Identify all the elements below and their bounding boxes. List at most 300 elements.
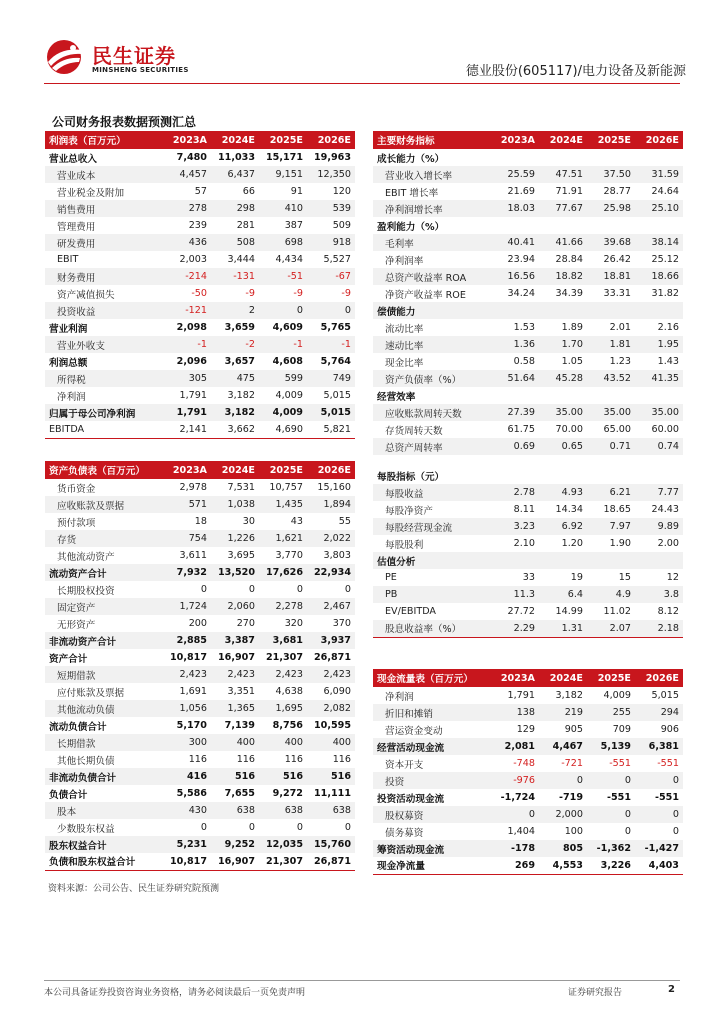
table-row bbox=[373, 336, 683, 353]
row-value: 320 bbox=[284, 618, 303, 629]
table-row bbox=[373, 200, 683, 217]
table-row bbox=[373, 840, 683, 857]
row-value bbox=[539, 217, 587, 234]
row-label: 其他流动资产 bbox=[57, 551, 115, 563]
row-value: 120 bbox=[332, 186, 351, 197]
row-label: 营运资金变动 bbox=[385, 725, 443, 737]
row-value bbox=[587, 149, 635, 166]
row-value: 2,098 bbox=[176, 322, 207, 333]
row-label: 其他流动负债 bbox=[45, 700, 163, 717]
row-label: 其他长期负债 bbox=[57, 755, 115, 767]
table-row bbox=[45, 387, 355, 404]
row-value: 5,764 bbox=[320, 356, 351, 367]
page-number: 2 bbox=[668, 984, 675, 995]
table-row bbox=[45, 302, 355, 319]
row-value: 2 bbox=[211, 302, 259, 319]
row-value: 508 bbox=[211, 234, 259, 251]
row-value: 2.18 bbox=[635, 620, 683, 637]
row-value: 28.77 bbox=[603, 186, 631, 197]
row-value: -1 bbox=[307, 336, 355, 353]
row-value: 1.95 bbox=[635, 336, 683, 353]
row-value bbox=[539, 552, 587, 569]
row-label: 股息收益率（%） bbox=[373, 620, 491, 637]
table-row bbox=[45, 530, 355, 547]
row-value: 116 bbox=[284, 754, 303, 765]
row-value bbox=[539, 467, 587, 484]
row-value: 9,151 bbox=[259, 166, 307, 183]
logo-english-name: MINSHENG SECURITIES bbox=[92, 66, 189, 74]
table-row bbox=[373, 438, 683, 455]
row-value: 65.00 bbox=[603, 424, 631, 435]
row-label: 净利润率 bbox=[385, 255, 424, 267]
row-label: 营业成本 bbox=[45, 166, 163, 183]
row-value: 2,060 bbox=[211, 598, 259, 615]
row-value: 1,695 bbox=[259, 700, 307, 717]
row-value: 698 bbox=[259, 234, 307, 251]
footer-disclaimer: 本公司具备证券投资咨询业务资格，请务必阅读最后一页免责声明 bbox=[44, 988, 306, 998]
table-row bbox=[45, 598, 355, 615]
row-value: 0 bbox=[635, 806, 683, 823]
table-row bbox=[373, 552, 683, 569]
row-value: 918 bbox=[307, 234, 355, 251]
row-value: 26,871 bbox=[307, 853, 355, 870]
row-value: 15,160 bbox=[317, 482, 351, 493]
table-row bbox=[373, 404, 683, 421]
footer-report-type: 证券研究报告 bbox=[568, 988, 623, 998]
row-value: 2,081 bbox=[491, 738, 539, 755]
source-note: 资料来源：公司公告、民生证券研究院预测 bbox=[48, 884, 220, 894]
row-value: 269 bbox=[491, 857, 539, 874]
row-label: 折旧和摊销 bbox=[373, 704, 491, 721]
row-value: 1.81 bbox=[587, 336, 635, 353]
table-row bbox=[45, 666, 355, 683]
row-value: 539 bbox=[307, 200, 355, 217]
row-value: 18.82 bbox=[539, 268, 587, 285]
row-value: 709 bbox=[612, 724, 631, 735]
row-value: 1.43 bbox=[657, 356, 679, 367]
year-header: 2025E bbox=[587, 131, 635, 149]
row-value: 400 bbox=[259, 734, 307, 751]
row-value: 5,527 bbox=[323, 254, 351, 265]
row-value: 41.66 bbox=[539, 234, 587, 251]
table-row bbox=[45, 836, 355, 853]
row-label: 净利润增长率 bbox=[373, 200, 491, 217]
table-row bbox=[373, 285, 683, 302]
row-value: 516 bbox=[307, 768, 355, 785]
row-value: 10,595 bbox=[313, 720, 351, 731]
table-header-row bbox=[373, 669, 683, 687]
table-row bbox=[45, 166, 355, 183]
table-row bbox=[373, 738, 683, 755]
row-label: 总资产周转率 bbox=[373, 438, 491, 455]
row-value: 14.34 bbox=[555, 504, 583, 515]
minsheng-logo-mark-icon bbox=[44, 38, 84, 76]
row-label: 净资产收益率 ROE bbox=[385, 289, 466, 301]
year-header: 2025E bbox=[259, 461, 307, 479]
row-value: 2.10 bbox=[513, 538, 535, 549]
row-value: 0 bbox=[296, 822, 303, 833]
row-label: 应付账款及票据 bbox=[57, 687, 125, 699]
row-value: -719 bbox=[558, 792, 583, 803]
row-value: -9 bbox=[341, 288, 351, 299]
table-row bbox=[45, 734, 355, 751]
table-row bbox=[373, 620, 683, 637]
row-value: -50 bbox=[191, 288, 207, 299]
row-value: 2,278 bbox=[259, 598, 307, 615]
row-label: 管理费用 bbox=[57, 221, 96, 233]
table-row bbox=[45, 183, 355, 200]
table-row bbox=[45, 251, 355, 268]
table-row bbox=[45, 353, 355, 370]
row-value: 1,435 bbox=[259, 496, 307, 513]
row-value: 43.52 bbox=[587, 370, 635, 387]
row-value: 3,803 bbox=[323, 550, 351, 561]
minsheng-logo bbox=[44, 36, 189, 78]
row-value: 27.39 bbox=[491, 404, 539, 421]
row-value: 0.65 bbox=[539, 438, 587, 455]
row-value: 55 bbox=[338, 516, 351, 527]
row-value: 2,141 bbox=[163, 421, 211, 438]
row-value: 27.72 bbox=[507, 606, 535, 617]
row-value: 7,655 bbox=[224, 788, 255, 799]
row-value bbox=[539, 302, 587, 319]
row-value: 19,963 bbox=[313, 152, 351, 163]
row-value: 2.78 bbox=[491, 484, 539, 501]
table-row bbox=[45, 234, 355, 251]
row-value: 43 bbox=[290, 516, 303, 527]
row-label: 营业外收支 bbox=[45, 336, 163, 353]
row-value: 0 bbox=[296, 584, 303, 595]
row-value: 0 bbox=[587, 806, 635, 823]
row-label: 营业收入增长率 bbox=[373, 166, 491, 183]
row-label: 债务募资 bbox=[385, 827, 424, 839]
table-row bbox=[45, 336, 355, 353]
row-value: 15 bbox=[618, 572, 631, 583]
table-row bbox=[373, 183, 683, 200]
row-value: -1,362 bbox=[587, 840, 635, 857]
table-row bbox=[373, 755, 683, 772]
year-header: 2024E bbox=[539, 669, 587, 687]
row-value: 7.77 bbox=[635, 484, 683, 501]
row-value: 25.98 bbox=[587, 200, 635, 217]
row-value: 18 bbox=[194, 516, 207, 527]
row-value: 638 bbox=[307, 802, 355, 819]
row-value: 1,404 bbox=[507, 826, 535, 837]
row-value: 475 bbox=[211, 370, 259, 387]
row-value: 4,690 bbox=[259, 421, 307, 438]
table-header-row bbox=[45, 131, 355, 149]
row-value: 3,695 bbox=[227, 550, 255, 561]
row-value: 17,626 bbox=[259, 564, 307, 581]
row-label: 非流动资产合计 bbox=[45, 632, 163, 649]
row-value: 2,885 bbox=[163, 632, 211, 649]
row-value: -214 bbox=[163, 268, 211, 285]
row-value: 0 bbox=[539, 772, 587, 789]
row-value: 9,272 bbox=[272, 788, 303, 799]
row-value: 410 bbox=[259, 200, 307, 217]
row-value: 39.68 bbox=[587, 234, 635, 251]
row-value bbox=[587, 387, 635, 404]
row-value: 4,553 bbox=[539, 857, 587, 874]
row-value: -51 bbox=[259, 268, 307, 285]
row-value: 5,015 bbox=[651, 690, 679, 701]
row-value: 21,307 bbox=[265, 652, 303, 663]
row-value: 138 bbox=[491, 704, 539, 721]
row-value: 21.69 bbox=[507, 186, 535, 197]
row-label: 存货 bbox=[45, 530, 163, 547]
row-value: 3,182 bbox=[227, 390, 255, 401]
row-value bbox=[587, 302, 635, 319]
row-label: 经营效率 bbox=[377, 391, 416, 403]
row-value: 3.23 bbox=[491, 518, 539, 535]
year-header: 2024E bbox=[539, 131, 587, 149]
row-value: 294 bbox=[635, 704, 683, 721]
year-header: 2025E bbox=[587, 669, 635, 687]
table-row bbox=[45, 217, 355, 234]
row-value: 278 bbox=[163, 200, 211, 217]
row-value: -1,724 bbox=[500, 792, 535, 803]
row-value: 6,090 bbox=[323, 686, 351, 697]
row-label: EV/EBITDA bbox=[385, 606, 436, 617]
table-row bbox=[45, 768, 355, 785]
row-value: 13,520 bbox=[211, 564, 259, 581]
row-value: 7.97 bbox=[587, 518, 635, 535]
row-label: 股本 bbox=[45, 802, 163, 819]
row-value: 10,757 bbox=[269, 482, 303, 493]
row-value: 5,765 bbox=[320, 322, 351, 333]
table-row bbox=[45, 751, 355, 768]
row-value: 11.02 bbox=[603, 606, 631, 617]
row-value: 4,009 bbox=[275, 390, 303, 401]
table-row bbox=[373, 234, 683, 251]
row-label: 资本开支 bbox=[385, 759, 424, 771]
row-value: 71.91 bbox=[555, 186, 583, 197]
row-value: 3,611 bbox=[179, 550, 207, 561]
row-value: 0 bbox=[200, 822, 207, 833]
row-value: 305 bbox=[163, 370, 211, 387]
row-value: 0 bbox=[491, 806, 539, 823]
row-label: 资产减值损失 bbox=[57, 289, 115, 301]
year-header: 2023A bbox=[163, 131, 211, 149]
row-label: 总资产收益率 ROA bbox=[373, 268, 491, 285]
year-header: 2024E bbox=[211, 461, 259, 479]
table-row bbox=[45, 785, 355, 802]
row-value: 0.74 bbox=[635, 438, 683, 455]
table-row bbox=[373, 806, 683, 823]
row-label: 速动比率 bbox=[373, 336, 491, 353]
row-value: 6.92 bbox=[539, 518, 587, 535]
row-value: 12,035 bbox=[259, 836, 307, 853]
row-value: 400 bbox=[307, 734, 355, 751]
row-value: 12 bbox=[666, 572, 679, 583]
row-value: 116 bbox=[332, 754, 351, 765]
table-row bbox=[373, 518, 683, 535]
row-value: 1,894 bbox=[307, 496, 355, 513]
row-value: 805 bbox=[539, 840, 587, 857]
table-row bbox=[45, 564, 355, 581]
row-label: 资产合计 bbox=[49, 653, 88, 665]
row-value: 18.81 bbox=[587, 268, 635, 285]
row-value: 26.42 bbox=[603, 254, 631, 265]
row-value: 4,467 bbox=[539, 738, 587, 755]
row-value: 3,226 bbox=[587, 857, 635, 874]
row-value: -131 bbox=[211, 268, 259, 285]
row-value: 1.90 bbox=[609, 538, 631, 549]
row-value: 0 bbox=[259, 302, 307, 319]
row-value: -551 bbox=[609, 758, 631, 769]
row-value: 7,531 bbox=[227, 482, 255, 493]
row-value: 7,139 bbox=[224, 720, 255, 731]
row-label: 股东权益合计 bbox=[45, 836, 163, 853]
row-label: 成长能力（%） bbox=[377, 153, 445, 165]
row-value: 0 bbox=[587, 772, 635, 789]
table-row bbox=[373, 789, 683, 806]
row-label: 投资活动现金流 bbox=[377, 793, 445, 805]
row-value: 100 bbox=[564, 826, 583, 837]
row-value bbox=[635, 387, 683, 404]
table-row bbox=[373, 484, 683, 501]
row-value: 4,609 bbox=[272, 322, 303, 333]
row-value bbox=[491, 302, 539, 319]
table-row bbox=[373, 166, 683, 183]
row-value bbox=[635, 217, 683, 234]
year-header: 2026E bbox=[307, 131, 355, 149]
row-value: 24.43 bbox=[651, 504, 679, 515]
table-title: 利润表（百万元） bbox=[45, 131, 163, 149]
table-row bbox=[45, 632, 355, 649]
row-label: 销售费用 bbox=[45, 200, 163, 217]
row-value: 2,423 bbox=[163, 666, 211, 683]
row-label: 负债合计 bbox=[49, 789, 88, 801]
table-row bbox=[373, 467, 683, 484]
row-value: 7,932 bbox=[163, 564, 211, 581]
row-value: 0 bbox=[248, 822, 255, 833]
row-label: PE bbox=[385, 572, 397, 583]
table-row bbox=[373, 586, 683, 603]
table-row bbox=[373, 501, 683, 518]
row-label: 应收账款周转天数 bbox=[373, 404, 491, 421]
row-value: 4,009 bbox=[259, 404, 307, 421]
row-value: -9 bbox=[245, 288, 255, 299]
row-label: 流动负债合计 bbox=[49, 721, 107, 733]
row-value: 370 bbox=[332, 618, 351, 629]
table-row bbox=[45, 149, 355, 166]
row-value: 638 bbox=[259, 802, 307, 819]
row-value: 23.94 bbox=[507, 254, 535, 265]
logo-chinese-name: 民生证券 bbox=[92, 44, 176, 68]
row-value: 31.59 bbox=[635, 166, 683, 183]
row-label: 存货周转天数 bbox=[385, 425, 443, 437]
row-value: 5,015 bbox=[323, 390, 351, 401]
year-header: 2023A bbox=[491, 131, 539, 149]
row-value: 10,817 bbox=[169, 652, 207, 663]
row-value: 24.64 bbox=[651, 186, 679, 197]
row-value: 1.20 bbox=[561, 538, 583, 549]
row-value: 255 bbox=[587, 704, 635, 721]
row-value: 905 bbox=[564, 724, 583, 735]
row-value: 1,691 bbox=[179, 686, 207, 697]
row-value: 2,022 bbox=[307, 530, 355, 547]
table-row bbox=[45, 700, 355, 717]
table-row bbox=[373, 569, 683, 586]
table-row bbox=[45, 319, 355, 336]
table-row bbox=[373, 772, 683, 789]
row-value: 2,978 bbox=[179, 482, 207, 493]
row-label: 每股股利 bbox=[385, 539, 424, 551]
row-value: 270 bbox=[236, 618, 255, 629]
row-value: 8.12 bbox=[657, 606, 679, 617]
table-row bbox=[45, 819, 355, 836]
row-label: EBITDA bbox=[45, 421, 163, 438]
year-header: 2026E bbox=[635, 131, 683, 149]
row-value: 1,056 bbox=[163, 700, 211, 717]
row-value: 41.35 bbox=[635, 370, 683, 387]
row-value bbox=[587, 552, 635, 569]
table-row bbox=[373, 302, 683, 319]
row-value bbox=[587, 467, 635, 484]
row-value: 12,350 bbox=[307, 166, 355, 183]
row-value bbox=[491, 552, 539, 569]
row-value: 16.56 bbox=[491, 268, 539, 285]
table-row bbox=[373, 535, 683, 552]
row-label: 估值分析 bbox=[373, 552, 491, 569]
table-title: 资产负债表（百万元） bbox=[45, 461, 163, 479]
row-label: 净利润 bbox=[385, 691, 414, 703]
table-row bbox=[45, 421, 355, 438]
row-value: 298 bbox=[211, 200, 259, 217]
row-value: 6.4 bbox=[539, 586, 587, 603]
table-row bbox=[45, 717, 355, 734]
row-value: 2,467 bbox=[307, 598, 355, 615]
row-value: 3,662 bbox=[211, 421, 259, 438]
row-label: 短期借款 bbox=[45, 666, 163, 683]
row-value: 571 bbox=[163, 496, 211, 513]
row-value: 91 bbox=[290, 186, 303, 197]
row-value: 3,770 bbox=[275, 550, 303, 561]
row-value: 5,015 bbox=[307, 404, 355, 421]
row-value: -1 bbox=[259, 336, 307, 353]
table-row bbox=[373, 721, 683, 738]
row-value: 200 bbox=[188, 618, 207, 629]
row-value: 3,681 bbox=[259, 632, 307, 649]
row-value: 11,111 bbox=[313, 788, 351, 799]
row-value: 18.66 bbox=[635, 268, 683, 285]
row-value: 8.11 bbox=[513, 504, 535, 515]
row-value: -551 bbox=[657, 758, 679, 769]
row-value: 387 bbox=[284, 220, 303, 231]
row-value: 25.12 bbox=[651, 254, 679, 265]
row-value bbox=[491, 387, 539, 404]
row-value: 0.69 bbox=[491, 438, 539, 455]
row-value: 5,170 bbox=[176, 720, 207, 731]
row-value: 6.21 bbox=[587, 484, 635, 501]
row-value: 0.58 bbox=[513, 356, 535, 367]
row-label: 利润总额 bbox=[49, 357, 88, 369]
row-value: 57 bbox=[194, 186, 207, 197]
table-row bbox=[45, 853, 355, 870]
row-value: 77.67 bbox=[539, 200, 587, 217]
row-label: 现金净流量 bbox=[373, 857, 491, 874]
row-value: -121 bbox=[163, 302, 211, 319]
row-value: 430 bbox=[163, 802, 211, 819]
row-value: 38.14 bbox=[635, 234, 683, 251]
table-title: 现金流量表（百万元） bbox=[373, 669, 491, 687]
row-value: 33 bbox=[522, 572, 535, 583]
row-value: 3,444 bbox=[227, 254, 255, 265]
row-label: 归属于母公司净利润 bbox=[45, 404, 163, 421]
row-value: 3,351 bbox=[227, 686, 255, 697]
row-value: 16,907 bbox=[217, 652, 255, 663]
